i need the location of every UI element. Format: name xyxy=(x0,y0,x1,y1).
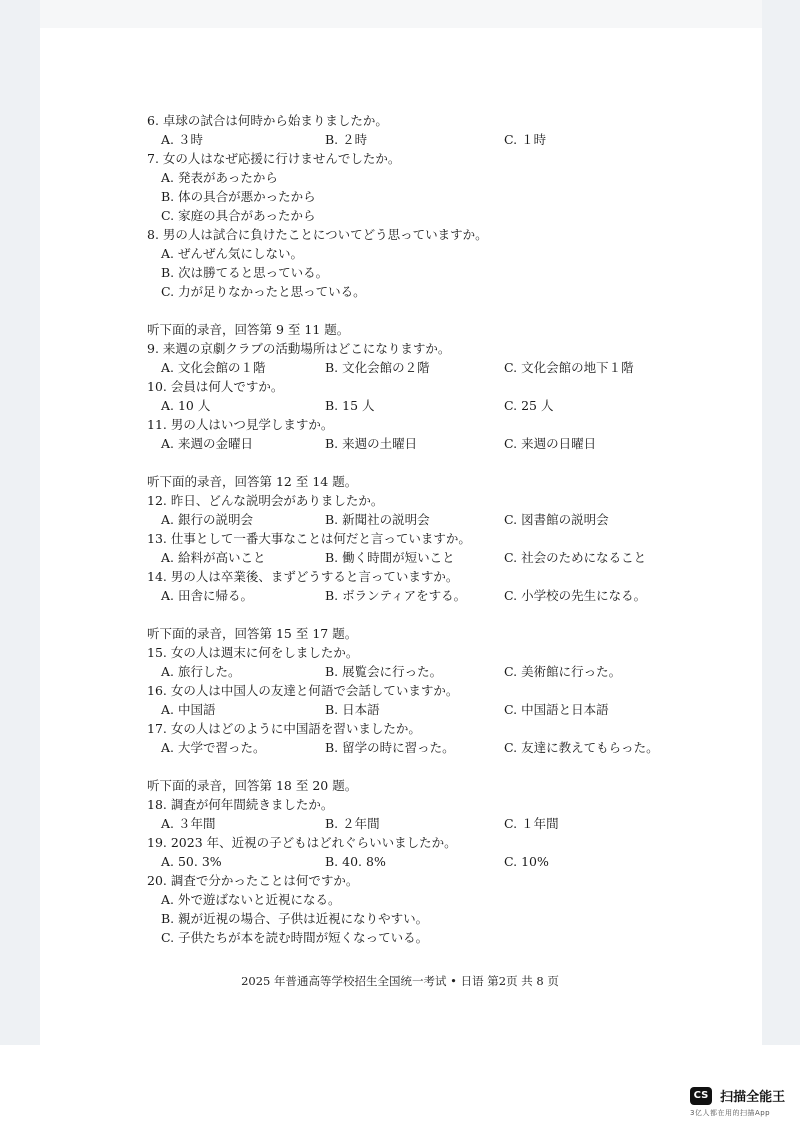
question: 20. 調査で分かったことは何ですか。 xyxy=(147,873,359,888)
option-row xyxy=(147,396,707,415)
question: 16. 女の人は中国人の友達と何語で会話していますか。 xyxy=(147,683,459,698)
option-row xyxy=(147,814,707,833)
exam-questions xyxy=(147,111,707,947)
answer-option: C. 力が足りなかったと思っている。 xyxy=(161,284,366,299)
question: 12. 昨日、どんな説明会がありましたか。 xyxy=(147,493,384,508)
option-row xyxy=(147,434,707,453)
answer-option: B. 来週の土曜日 xyxy=(325,436,418,451)
option-row xyxy=(147,852,707,871)
answer-option: B. 15 人 xyxy=(325,398,375,413)
answer-option: B. 展覧会に行った。 xyxy=(325,664,443,679)
option-row xyxy=(147,700,707,719)
camscanner-logo-icon: CS xyxy=(690,1087,712,1105)
question: 7. 女の人はなぜ応援に行けませんでしたか。 xyxy=(147,151,401,166)
option-row xyxy=(147,738,707,757)
section-gap xyxy=(147,301,707,320)
brand-name: 扫描全能王 xyxy=(720,1090,786,1105)
question: 14. 男の人は卒業後、まずどうすると言っていますか。 xyxy=(147,569,459,584)
section-instruction: 听下面的录音，回答第 15 至 17 题。 xyxy=(147,626,358,641)
answer-option: A. 中国語 xyxy=(161,702,216,717)
answer-option: B. 働く時間が短いこと xyxy=(325,550,455,565)
answer-option: C. １時 xyxy=(504,132,547,147)
answer-option: A. 大学で習った。 xyxy=(161,740,266,755)
answer-option: C. １年間 xyxy=(504,816,559,831)
answer-option: A. 50. 3% xyxy=(161,854,222,869)
question: 18. 調査が何年間続きましたか。 xyxy=(147,797,334,812)
answer-option: A. ３時 xyxy=(161,132,203,147)
answer-option: C. 社会のためになること xyxy=(504,550,647,565)
page-margin-left xyxy=(0,0,40,1045)
answer-option: A. 外で遊ばないと近視になる。 xyxy=(161,892,341,907)
answer-option: A. 旅行した。 xyxy=(161,664,241,679)
answer-option: B. ２時 xyxy=(325,132,368,147)
answer-option: B. 40. 8% xyxy=(325,854,386,869)
section-gap xyxy=(147,605,707,624)
answer-option: A. 10 人 xyxy=(161,398,211,413)
answer-option: C. 25 人 xyxy=(504,398,554,413)
answer-option: C. 10% xyxy=(504,854,549,869)
option-row xyxy=(147,358,707,377)
answer-option: C. 家庭の具合があったから xyxy=(161,208,316,223)
answer-option: B. 留学の時に習った。 xyxy=(325,740,455,755)
answer-option: B. 文化会館の２階 xyxy=(325,360,430,375)
section-gap xyxy=(147,757,707,776)
answer-option: A. 文化会館の１階 xyxy=(161,360,266,375)
answer-option: A. 銀行の説明会 xyxy=(161,512,253,527)
answer-option: A. 田舎に帰る。 xyxy=(161,588,253,603)
answer-option: C. 文化会館の地下１階 xyxy=(504,360,634,375)
answer-option: C. 美術館に行った。 xyxy=(504,664,622,679)
section-instruction: 听下面的录音，回答第 9 至 11 题。 xyxy=(147,322,350,337)
question: 15. 女の人は週末に何をしましたか。 xyxy=(147,645,359,660)
answer-option: A. ３年間 xyxy=(161,816,216,831)
answer-option: A. 発表があったから xyxy=(161,170,278,185)
answer-option: A. ぜんぜん気にしない。 xyxy=(161,246,303,261)
answer-option: C. 図書館の説明会 xyxy=(504,512,609,527)
answer-option: C. 友達に教えてもらった。 xyxy=(504,740,659,755)
section-instruction: 听下面的录音，回答第 18 至 20 题。 xyxy=(147,778,358,793)
question: 9. 来週の京劇クラブの活動場所はどこになりますか。 xyxy=(147,341,451,356)
section-instruction: 听下面的录音，回答第 12 至 14 题。 xyxy=(147,474,358,489)
option-row xyxy=(147,130,707,149)
page-footer: 2025 年普通高等学校招生全国统一考试 • 日语 第2页 共 8 页 xyxy=(241,974,559,988)
question: 10. 会員は何人ですか。 xyxy=(147,379,284,394)
answer-option: C. 中国語と日本語 xyxy=(504,702,609,717)
answer-option: A. 来週の金曜日 xyxy=(161,436,253,451)
option-row xyxy=(147,548,707,567)
answer-option: B. ボランティアをする。 xyxy=(325,588,467,603)
section-gap xyxy=(147,453,707,472)
question: 17. 女の人はどのように中国語を習いましたか。 xyxy=(147,721,421,736)
answer-option: C. 小学校の先生になる。 xyxy=(504,588,647,603)
answer-option: C. 来週の日曜日 xyxy=(504,436,597,451)
question: 11. 男の人はいつ見学しますか。 xyxy=(147,417,334,432)
answer-option: B. 体の具合が悪かったから xyxy=(161,189,316,204)
answer-option: B. 新聞社の説明会 xyxy=(325,512,430,527)
question: 6. 卓球の試合は何時から始まりましたか。 xyxy=(147,113,388,128)
scanner-watermark xyxy=(690,1085,790,1118)
answer-option: B. 次は勝てると思っている。 xyxy=(161,265,329,280)
option-row xyxy=(147,586,707,605)
option-row xyxy=(147,510,707,529)
page-margin-right xyxy=(762,0,800,1045)
question: 19. 2023 年、近視の子どもはどれぐらいいましたか。 xyxy=(147,835,457,850)
option-row xyxy=(147,662,707,681)
brand-tagline: 3亿人都在用的扫描App xyxy=(690,1109,771,1117)
answer-option: B. 親が近視の場合、子供は近視になりやすい。 xyxy=(161,911,429,926)
question: 13. 仕事として一番大事なことは何だと言っていますか。 xyxy=(147,531,471,546)
answer-option: A. 給料が高いこと xyxy=(161,550,266,565)
answer-option: C. 子供たちが本を読む時間が短くなっている。 xyxy=(161,930,429,945)
page-margin-top xyxy=(40,0,762,28)
question: 8. 男の人は試合に負けたことについてどう思っていますか。 xyxy=(147,227,488,242)
answer-option: B. 日本語 xyxy=(325,702,380,717)
answer-option: B. ２年間 xyxy=(325,816,380,831)
